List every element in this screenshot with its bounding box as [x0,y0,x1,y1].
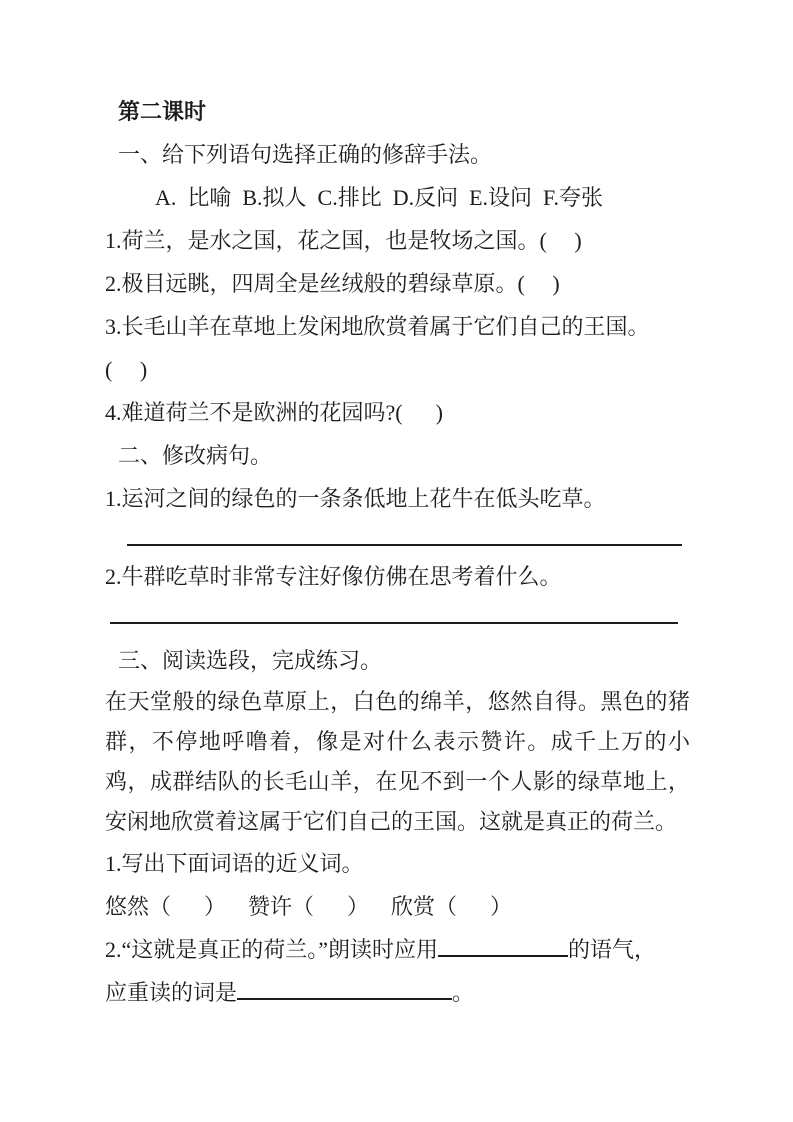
section-two-heading: 二、修改病句。 [118,443,273,468]
reading-passage: 在天堂般的绿色草原上，白色的绵羊，悠然自得。黑色的猪群，不停地呼噜着，像是对什么表示赞许。成千上万的小鸡，成群结队的长毛山羊，在见不到一个人影的绿草地上，安闲地欣赏着这属于它们自己的王国。这就是真正的荷兰。 [105,689,690,834]
section-one-item-2: 2.极目远眺，四周全是丝绒般的碧绿草原。( ) [105,271,560,296]
answer-blank-line-2 [110,598,678,624]
answer-blank-line-1 [127,520,682,546]
section-one-item-3: 3.长毛山羊在草地上发闲地欣赏着属于它们自己的王国。 [105,314,650,339]
section-three-question-2-line-2 [105,971,690,1014]
page-title: 第二课时 [118,99,207,124]
question-2-text-before-blank: 2.“这就是真正的荷兰。”朗读时应用 [105,937,439,962]
rhetoric-options: A. 比喻 B.拟人 C.排比 D.反问 E.设问 F.夸张 [155,185,604,210]
tone-fill-in-blank [438,931,568,957]
section-one-item-1: 1.荷兰，是水之国，花之国，也是牧场之国。( ) [105,228,582,253]
section-one-item-4: 4.难道荷兰不是欧洲的花园吗?( ) [105,400,443,425]
stress-word-text-after-blank: 。 [452,980,475,1005]
worksheet-content [105,90,690,1014]
stress-word-text-before-blank: 应重读的词是 [105,980,238,1005]
stress-word-fill-in-blank [237,974,452,1000]
section-two-item-2: 2.牛群吃草时非常专注好像仿佛在思考着什么。 [105,564,562,589]
section-three-question-2-line-1 [105,928,690,971]
question-2-text-after-blank: 的语气， [568,937,657,962]
section-one-heading: 一、给下列语句选择正确的修辞手法。 [118,142,493,167]
section-three-question-1: 1.写出下面词语的近义词。 [105,851,364,876]
synonym-words-line: 悠然（ ） 赞许（ ） 欣赏（ ） [105,894,513,919]
section-three-heading: 三、阅读选段，完成练习。 [118,648,383,673]
section-one-item-3-parens: ( ) [105,357,148,382]
section-two-item-1: 1.运河之间的绿色的一条条低地上花牛在低头吃草。 [105,486,606,511]
